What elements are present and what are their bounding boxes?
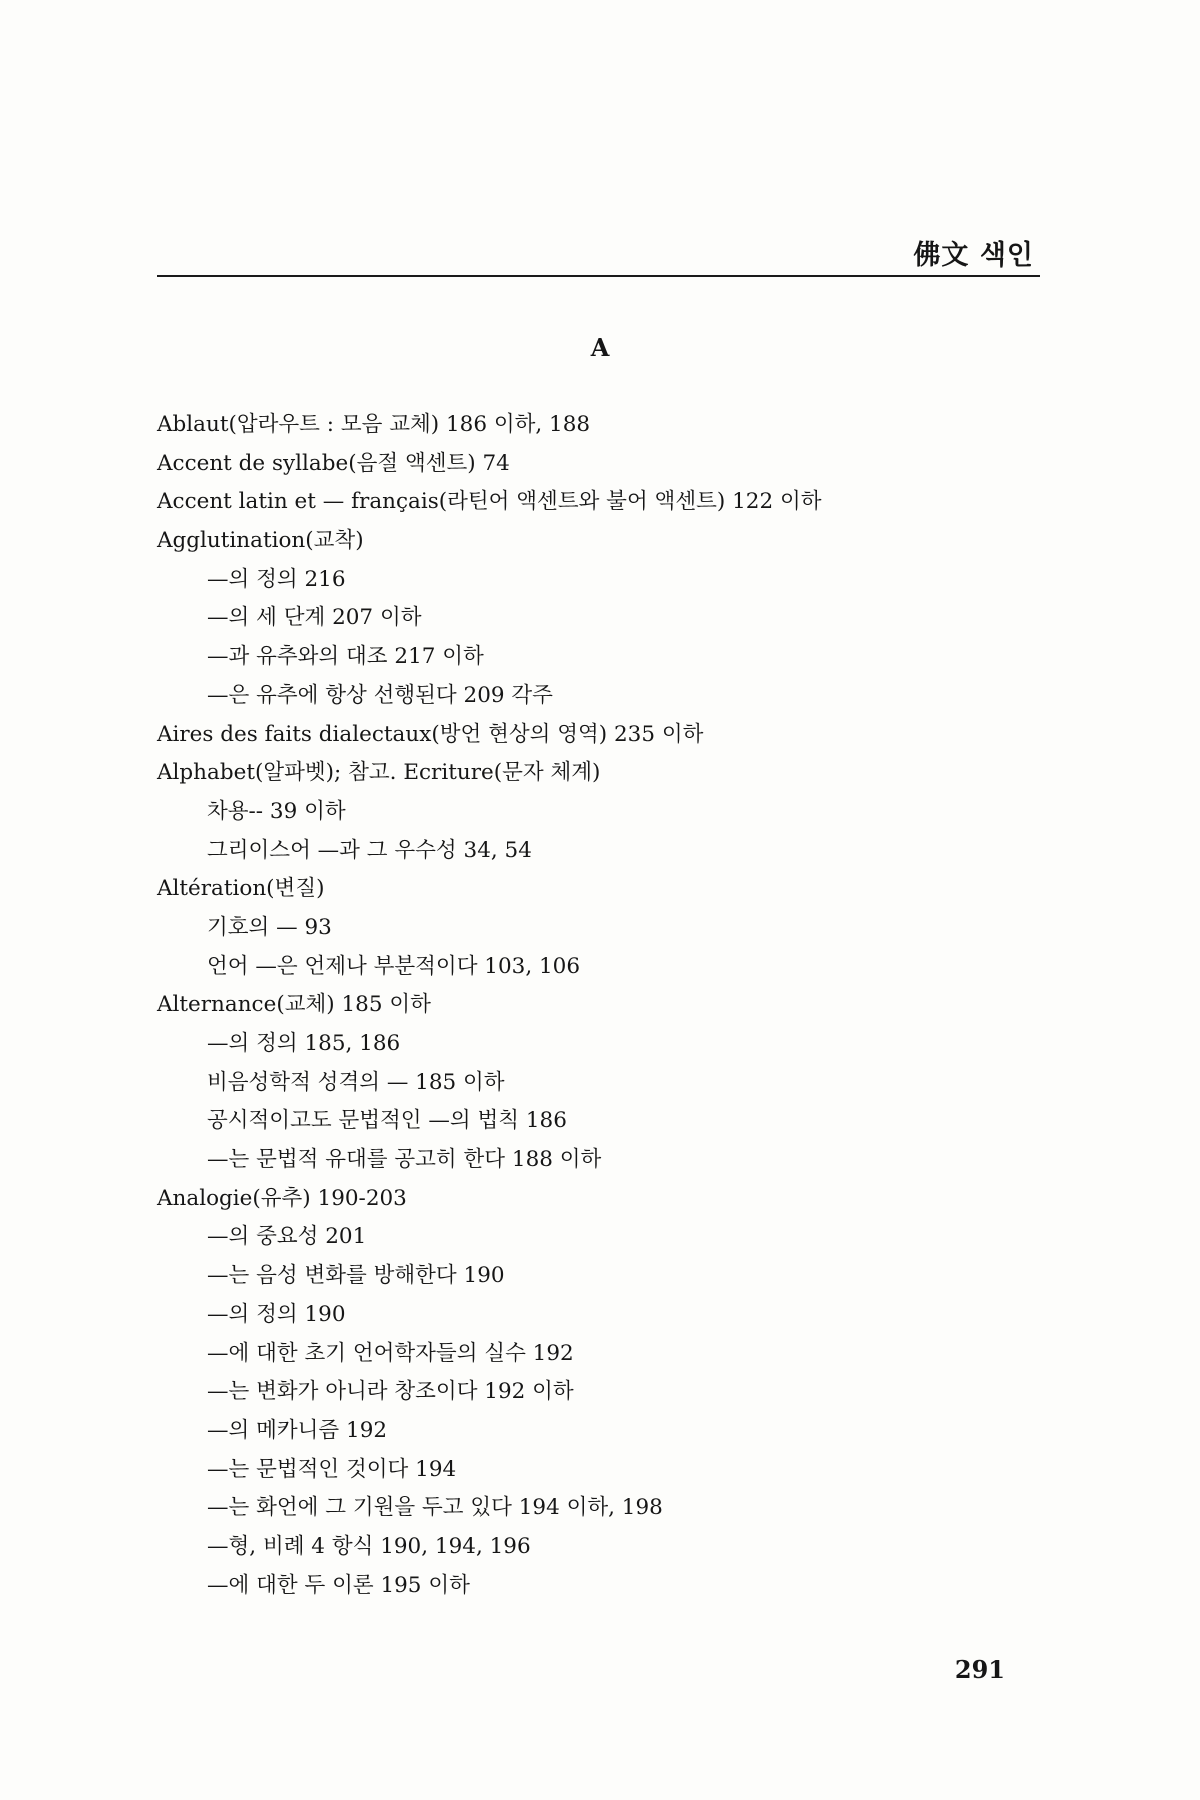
index-subentry: —과 유추와의 대조 217 이하 — [207, 644, 484, 670]
index-subentry: —에 대한 두 이론 195 이하 — [207, 1572, 470, 1598]
section-letter: A — [590, 333, 610, 362]
running-title: 佛文 색인 — [913, 240, 1034, 271]
index-entry: Agglutination(교착) — [157, 528, 364, 554]
index-entry: Alternance(교체) 185 이하 — [157, 992, 431, 1018]
index-entry: Analogie(유추) 190-203 — [157, 1185, 407, 1211]
index-subentry: —의 정의 216 — [207, 566, 346, 592]
index-entry: Alphabet(알파벳); 참고. Ecriture(문자 체계) — [157, 760, 601, 786]
page-number: 291 — [954, 1655, 1005, 1684]
index-subentry: 비음성학적 성격의 — 185 이하 — [207, 1069, 505, 1095]
index-subentry: —의 메카니즘 192 — [207, 1417, 388, 1443]
index-subentry: —의 중요성 201 — [207, 1224, 367, 1250]
index-subentry: —의 세 단계 207 이하 — [207, 605, 422, 631]
index-subentry: 그리이스어 —과 그 우수성 34, 54 — [207, 837, 532, 863]
index-subentry: —의 정의 190 — [207, 1301, 346, 1327]
index-subentry: —는 변화가 아니라 창조이다 192 이하 — [207, 1379, 574, 1405]
page-header — [157, 225, 1040, 277]
index-subentry: —는 문법적인 것이다 194 — [207, 1456, 457, 1482]
index-entries — [157, 406, 1057, 1605]
index-subentry: —는 음성 변화를 방해한다 190 — [207, 1263, 505, 1289]
index-subentry: —형, 비례 4 항식 190, 194, 196 — [207, 1533, 531, 1559]
index-subentry: 차용-- 39 이하 — [207, 798, 346, 824]
index-entry: Aires des faits dialectaux(방언 현상의 영역) 235 이하 — [157, 721, 704, 747]
index-entry: Ablaut(압라우트 : 모음 교체) 186 이하, 188 — [157, 412, 591, 437]
index-subentry: 기호의 — 93 — [207, 914, 332, 940]
index-entry: Accent de syllabe(음절 액센트) 74 — [157, 450, 510, 476]
index-subentry: 언어 —은 언제나 부분적이다 103, 106 — [207, 953, 581, 979]
index-subentry: —는 화언에 그 기원을 두고 있다 194 이하, 198 — [207, 1495, 663, 1521]
index-subentry: —에 대한 초기 언어학자들의 실수 192 — [207, 1340, 574, 1366]
index-subentry: —은 유추에 항상 선행된다 209 각주 — [207, 682, 553, 708]
index-subentry: —의 정의 185, 186 — [207, 1031, 401, 1056]
index-subentry: 공시적이고도 문법적인 —의 법칙 186 — [207, 1108, 567, 1134]
index-subentry: —는 문법적 유대를 공고히 한다 188 이하 — [207, 1147, 602, 1173]
index-entry: Altération(변질) — [157, 876, 325, 902]
index-entry: Accent latin et — français(라틴어 액센트와 불어 액센트) 122 이하 — [157, 489, 822, 515]
